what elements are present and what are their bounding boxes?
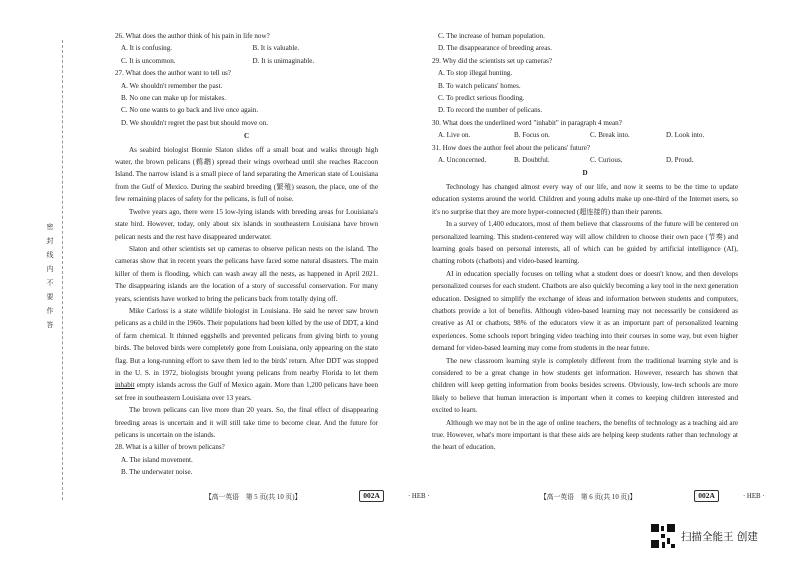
option: D. Look into. xyxy=(666,131,705,140)
option: B. Doubtful. xyxy=(514,156,550,165)
option: A. Unconcerned. xyxy=(438,156,487,165)
passage-paragraph: Although we may not be in the age of online teachers, the benefits of technology as a teaching aid are true. However, what's more important is that these aids are helping keep students rather than technology at the heart of education. xyxy=(432,418,738,452)
passage-paragraph: AI in education specially focuses on telling what a student does or doesn't know, and then develops personalized courses for each student. Chatbots are also quickly becoming a key tool in the next generation education. Designed to simplify the exchange of ideas and information between students and computers, chatbots provide a lot of benefits. Although video-based learning may not necessarily be considered as creative as AI or chatbots, 98% of the educators view it as an important part of personalized learning experiences. Some schools report bringing video teaching into their courses in some way, but even higher demand for video-based learning may come from students in the near future. xyxy=(432,269,738,353)
option: B. It is valuable. xyxy=(252,44,300,53)
option: D. The disappearance of breeding areas. xyxy=(438,44,552,53)
paragraph-text: empty islands across the Gulf of Mexico again. More than 1,200 pelicans have been set free in southeastern Louisiana over 13 years. xyxy=(115,381,378,402)
paper-code: 002A xyxy=(359,490,384,502)
right-column xyxy=(432,30,738,454)
paper-code: 002A xyxy=(694,490,719,502)
passage-paragraph: Twelve years ago, there were 15 low-lying islands with breeding areas for Louisiana's state bird. However, today, only about six islands in southeastern Louisiana have brown pelican nests and the rest have disappeared underwater. xyxy=(115,207,378,241)
option: A. The island movement. xyxy=(121,455,193,464)
option: B. Focus on. xyxy=(514,131,550,140)
question-26-options xyxy=(115,42,378,54)
qr-code-icon xyxy=(651,524,675,548)
option: A. To stop illegal hunting. xyxy=(438,69,513,78)
option: D. We shouldn't regret the past but should move on. xyxy=(121,118,268,127)
section-heading-d: D xyxy=(582,169,588,178)
option: A. It is confusing. xyxy=(121,44,173,53)
seal-line xyxy=(62,40,63,500)
paragraph-text: Mike Carloss is a state wildlife biologist in Louisiana. He said he never saw brown pelicans as a child in the 1960s. Their populations had been killed by the use of DDT, a kind of farm chemical. It thinned eggshells and prevented pelicans from giving birth to young birds. The beloved birds were completely gone from Louisiana, only appearing on the state flag. But a long-running effort to save them led to the birds' return. After DDT was stopped in the U. S. in 1972, biologists brought young pelicans from nearby Florida to let them xyxy=(115,306,378,377)
footer-tag: · HEB · xyxy=(407,492,430,500)
brand-text: 扫描全能王 创建 xyxy=(681,530,758,543)
option: C. To predict serious flooding. xyxy=(438,94,525,103)
section-heading-c: C xyxy=(243,132,250,141)
option: B. The underwater noise. xyxy=(121,468,193,477)
question-29-stem: 29. Why did the scientists set up cameras? xyxy=(432,56,553,65)
question-31-options xyxy=(432,154,738,166)
underlined-word: inhabit xyxy=(115,381,135,390)
option: D. It is unimaginable. xyxy=(252,56,315,65)
seal-notice: 密 封 线 内 不 要 作 答 xyxy=(46,223,54,329)
footer-text: 【高一英语 第 6 页(共 10 页)】 xyxy=(540,494,637,501)
option: D. Proud. xyxy=(666,156,694,165)
passage-paragraph: Slaton and other scientists set up cameras to observe pelican nests on the island. The cameras show that in recent years the pelicans have faced some natural disasters. The main killer of them is flooding, which can wash away all the nests, as happened in April 2021. The disappearing islands are the location of a story of successful conservation. For many years, scientists have worked to bring the pelicans back from totally dying off. xyxy=(115,244,378,303)
option: C. It is uncommon. xyxy=(121,56,176,65)
option: A. We shouldn't remember the past. xyxy=(121,81,223,90)
option: D. To record the number of pelicans. xyxy=(438,106,543,115)
option: A. Live on. xyxy=(438,131,471,140)
question-30-options xyxy=(432,129,738,141)
scanner-watermark xyxy=(651,524,758,548)
passage-paragraph: In a survey of 1,400 educators, most of them believe that classrooms of the future will be centered on personalized learning. This student-centered way will allow children to choose their own pace (节奏) and learning goals based on personal interests, all of which can be guided by artificial intelligence (AI), chatting robots (chatbots) and video-based learning. xyxy=(432,220,738,266)
option: C. Break into. xyxy=(590,131,630,140)
option: B. No one can make up for mistakes. xyxy=(121,94,226,103)
passage-paragraph: The brown pelicans can live more than 20 years. So, the final effect of disappearing breeding areas is uncertain and it will still take time to become clear. And the future for pelicans is uncertain on the islands. xyxy=(115,406,378,439)
option: B. To watch pelicans' homes. xyxy=(438,81,521,90)
option: C. No one wants to go back and live once again. xyxy=(121,106,259,115)
page-footer-left xyxy=(205,490,430,502)
question-26-options-2 xyxy=(115,55,378,67)
question-31-stem: 31. How does the author feel about the pelicans' future? xyxy=(432,143,591,152)
option: C. The increase of human population. xyxy=(438,32,545,40)
passage-paragraph: As seabird biologist Bonnie Slaton slides off a small boat and walks through high water, the brown pelicans (鹈鹕) spread their wings overhead until she reaches Raccoon Island. The narrow island is a small piece of land separating the American state of Louisiana from the Gulf of Mexico. During the seabird breeding (繁殖) season, the place, one of the few remaining places of safety for the pelicans, is full of noise. xyxy=(115,145,378,204)
question-30-stem: 30. What does the underlined word "inhabit" in paragraph 4 mean? xyxy=(432,118,622,127)
passage-paragraph: The new classroom learning style is completely different from the traditional learning style and is considered to be a great change in how students get information. However, research has shown that children will keep getting information from books besides screens. Obviously, low-tech schools are more likely to believe that human interaction is important when it comes to keeping children interested and excited to learn. xyxy=(432,356,738,415)
question-27-stem: 27. What does the author want to tell us? xyxy=(115,69,231,78)
footer-text: 【高一英语 第 5 页(共 10 页)】 xyxy=(205,494,302,501)
footer-tag: · HEB · xyxy=(742,492,765,500)
question-26-stem: 26. What does the author think of his pain in life now? xyxy=(115,32,270,40)
question-28-stem: 28. What is a killer of brown pelicans? xyxy=(115,443,225,452)
passage-paragraph xyxy=(115,305,378,404)
option: C. Curious. xyxy=(590,156,623,165)
page-footer-right xyxy=(540,490,765,502)
passage-paragraph: Technology has changed almost every way of our life, and now it seems to be the time to update education systems around the world. Children and young adults make up one-third of the Internet users, so it's no surprise that they are more hyper-connected (超连接的) than their parents. xyxy=(432,182,738,216)
left-column xyxy=(115,30,378,479)
